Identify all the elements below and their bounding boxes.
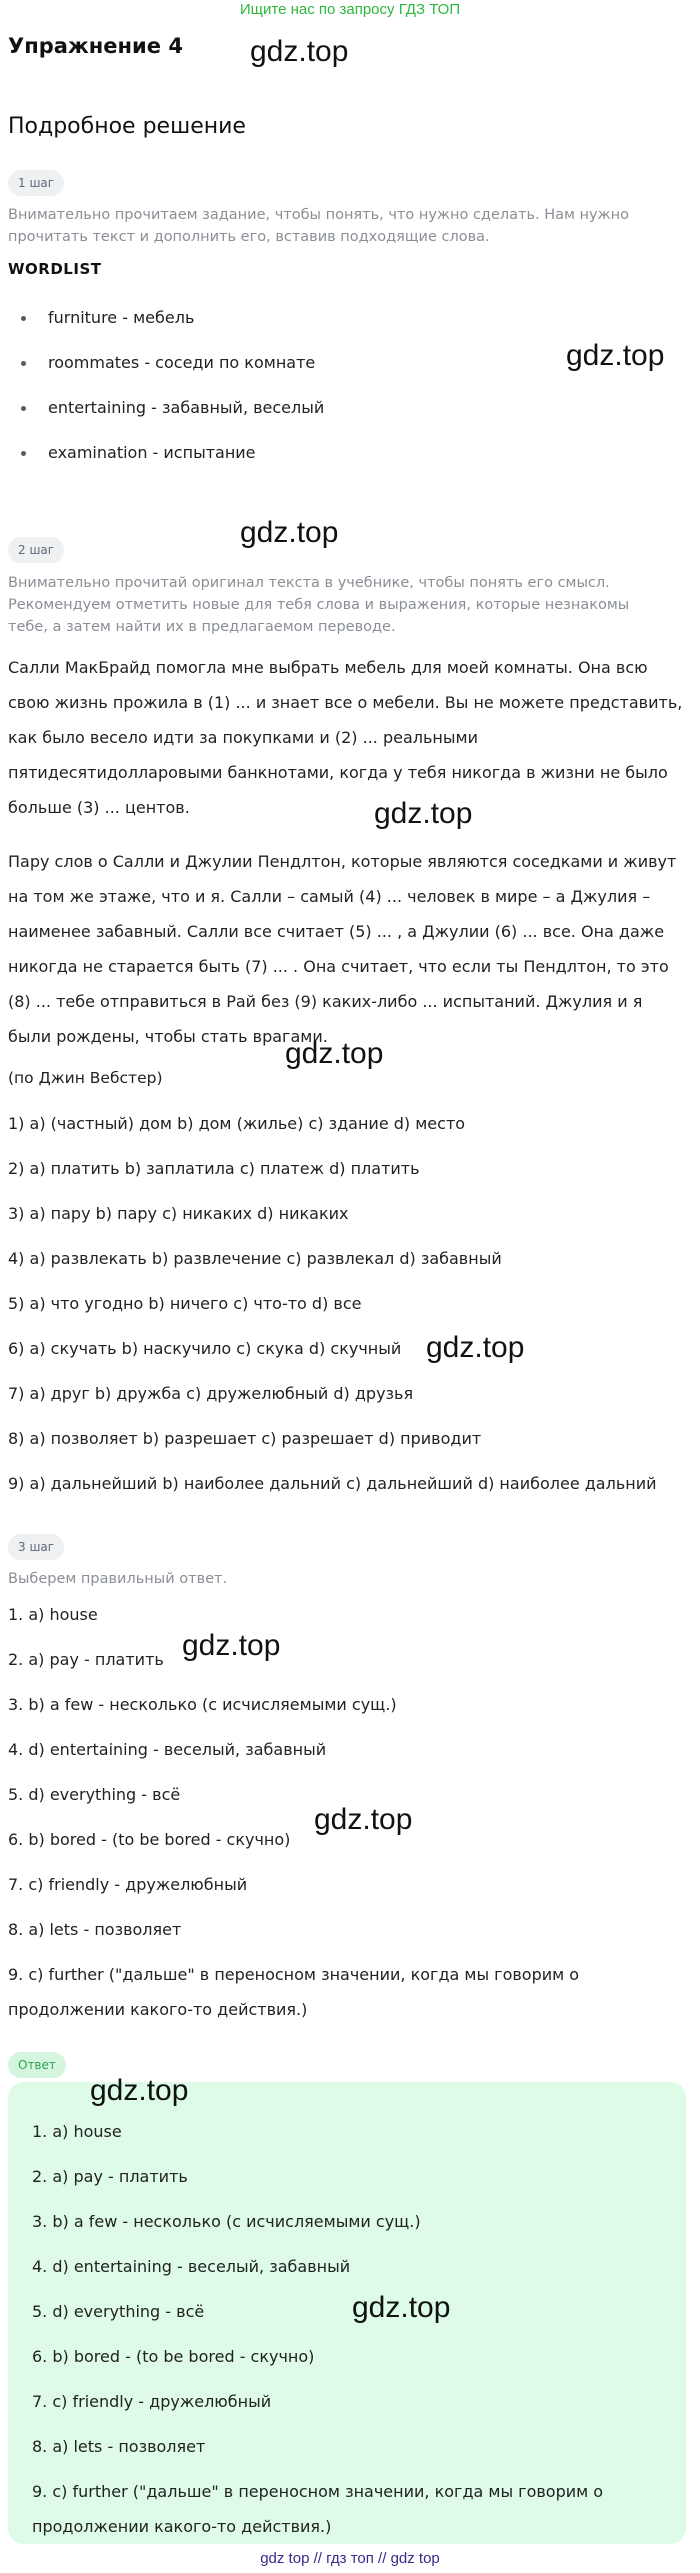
watermark: gdz.top — [314, 1803, 413, 1836]
watermark: gdz.top — [250, 35, 349, 68]
answer-line: 9. c) further ("дальше" в переносном значении, когда мы говорим о продолжении какого-то действия.) — [8, 1965, 580, 2019]
wordlist-item: examination - испытание — [18, 440, 324, 485]
footer-link[interactable]: гдз топ — [326, 2550, 374, 2567]
answer-line: 4. d) entertaining - веселый, забавный — [32, 2257, 351, 2276]
answer-line: 1. a) house — [8, 1605, 98, 1624]
footer-separator: // — [378, 2550, 387, 2567]
answer-line: 3. b) a few - несколько (с исчисляемыми сущ.) — [32, 2212, 421, 2231]
footer-link[interactable]: gdz top — [260, 2550, 310, 2567]
watermark: gdz.top — [182, 1629, 281, 1662]
answer-line: 8. a) lets - позволяет — [32, 2437, 206, 2456]
watermark: gdz.top — [374, 797, 473, 830]
bullet-icon — [21, 316, 26, 321]
option-line: 7) a) друг b) дружба c) дружелюбный d) друзья — [8, 1384, 414, 1403]
promo-banner[interactable]: Ищите нас по запросу ГДЗ ТОП — [239, 1, 461, 18]
answer-line: 2. a) pay - платить — [8, 1650, 164, 1669]
watermark: gdz.top — [566, 339, 665, 372]
text-paragraph-2: Пару слов о Салли и Джулии Пендлтон, которые являются соседками и живут на том же этаже, что и я. Салли – самый (4) ... человек в мире – а Джулия – наименее забавный. Салли все считает (5) ... , а Джулии (6) ... все. Она даже никогда не старается быть (7) ... . Она считает, что если ты Пендлтон, то это (8) ... тебе отправиться в Рай без (9) каких-либо ... испытаний. Джулия и я были рождены, чтобы стать врагами. — [8, 852, 677, 1046]
step-2-hint: Внимательно прочитай оригинал текста в учебнике, чтобы понять его смысл. Рекомендуем отметить новые для тебя слова и выражения, которые незнакомы тебе, а затем найти их в предлагаемом переводе. — [8, 575, 630, 635]
step-1-badge: 1 шаг — [8, 170, 64, 196]
text-author: (по Джин Вебстер) — [8, 1069, 163, 1087]
step-2-badge: 2 шаг — [8, 537, 64, 563]
option-line: 9) a) дальнейший b) наиболее дальний c) дальнейший d) наиболее дальний — [8, 1474, 657, 1493]
wordlist-item: furniture - мебель — [18, 305, 324, 350]
exercise-title: Упражнение 4 — [8, 34, 183, 58]
answer-line: 3. b) a few - несколько (с исчисляемыми сущ.) — [8, 1695, 397, 1714]
answer-line: 7. c) friendly - дружелюбный — [32, 2392, 272, 2411]
option-line: 1) a) (частный) дом b) дом (жилье) c) здание d) место — [8, 1114, 466, 1133]
step-1-hint: Внимательно прочитаем задание, чтобы понять, что нужно сделать. Нам нужно прочитать текст и дополнить его, вставив подходящие слова. — [8, 207, 630, 245]
answer-line: 6. b) bored - (to be bored - скучно) — [8, 1830, 291, 1849]
watermark: gdz.top — [352, 2291, 451, 2324]
answer-line: 6. b) bored - (to be bored - скучно) — [32, 2347, 315, 2366]
text-paragraph-1: Салли МакБрайд помогла мне выбрать мебель для моей комнаты. Она всю свою жизнь прожила в (1) ... и знает все о мебели. Вы не можете представить, как было весело идти за покупками и (2) ... реальными пятидесятидолларовыми банкнотами, когда у тебя никогда в жизни не было больше (3) ... центов. — [8, 658, 683, 817]
footer-link[interactable]: gdz top — [390, 2550, 440, 2567]
answer-line: 2. a) pay - платить — [32, 2167, 188, 2186]
options-list — [8, 1112, 688, 1517]
wordlist-title: WORDLIST — [8, 260, 102, 278]
option-line: 5) a) что угодно b) ничего c) что-то d) все — [8, 1294, 362, 1313]
watermark: gdz.top — [426, 1331, 525, 1364]
option-line: 6) a) скучать b) наскучило c) скука d) скучный — [8, 1339, 402, 1358]
bullet-icon — [21, 361, 26, 366]
watermark: gdz.top — [90, 2074, 189, 2107]
solution-title: Подробное решение — [8, 114, 246, 139]
wordlist — [18, 305, 324, 485]
answer-line: 5. d) everything - всё — [32, 2302, 205, 2321]
option-line: 2) a) платить b) заплатила c) платеж d) платить — [8, 1159, 420, 1178]
step-3-badge: 3 шаг — [8, 1534, 64, 1560]
answer-badge: Ответ — [8, 2052, 66, 2078]
footer-separator: // — [313, 2550, 322, 2567]
bullet-icon — [21, 406, 26, 411]
watermark: gdz.top — [240, 516, 339, 549]
footer-links — [0, 2548, 700, 2570]
wordlist-item: roommates - соседи по комнате — [18, 350, 324, 395]
wordlist-item: entertaining - забавный, веселый — [18, 395, 324, 440]
answer-box — [8, 2082, 686, 2544]
answer-line: 1. a) house — [32, 2122, 122, 2141]
bullet-icon — [21, 451, 26, 456]
option-line: 8) a) позволяет b) разрешает c) разрешает d) приводит — [8, 1429, 482, 1448]
option-line: 4) a) развлекать b) развлечение c) развлекал d) забавный — [8, 1249, 502, 1268]
answer-line: 9. c) further ("дальше" в переносном значении, когда мы говорим о продолжении какого-то действия.) — [32, 2482, 604, 2536]
answer-line: 4. d) entertaining - веселый, забавный — [8, 1740, 327, 1759]
watermark: gdz.top — [285, 1037, 384, 1070]
final-answers — [32, 2120, 662, 2548]
answer-line: 8. a) lets - позволяет — [8, 1920, 182, 1939]
option-line: 3) a) пару b) пару c) никаких d) никаких — [8, 1204, 349, 1223]
answer-line: 5. d) everything - всё — [8, 1785, 181, 1804]
step-3-hint: Выберем правильный ответ. — [8, 1571, 228, 1587]
answer-line: 7. c) friendly - дружелюбный — [8, 1875, 248, 1894]
